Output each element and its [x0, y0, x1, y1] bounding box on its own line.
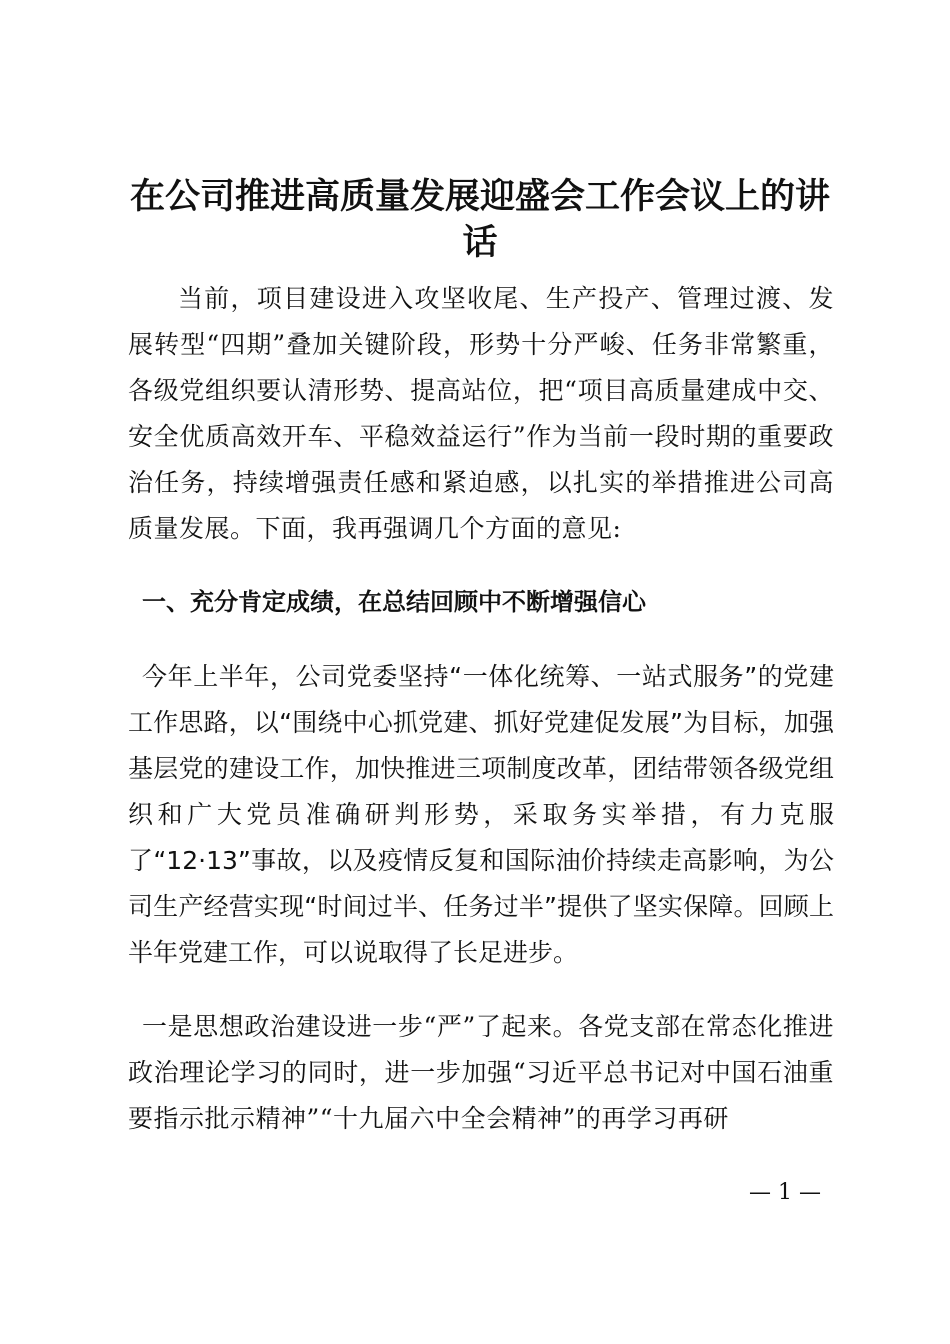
- section-heading: 一、充分肯定成绩，在总结回顾中不断增强信心: [142, 588, 646, 616]
- document-title: 在公司推进高质量发展迎盛会工作会议上的讲话: [129, 176, 830, 263]
- page-number: — 1 —: [749, 1180, 821, 1205]
- intro-paragraph: 当前，项目建设进入攻坚收尾、生产投产、管理过渡、发展转型“四期”叠加关键阶段，形势十分严峻、任务非常繁重，各级党组织要认清形势、提高站位，把“项目高质量建成中交、安全优质高效开车、平稳效益运行”作为当前一段时期的重要政治任务，持续增强责任感和紧迫感，以扎实的举措推进公司高质量发展。下面，我再强调几个方面的意见:: [128, 284, 834, 543]
- section-body-tail: 回顾上半年党建工作，可以说取得了长足进步。: [128, 892, 834, 967]
- section-body-paragraph: [128, 654, 834, 976]
- section-body-text: 今年上半年，公司党委坚持“一体化统筹、一站式服务”的党建工作思路，以“围绕中心抓党建、抓好党建促发展”为目标，加强基层党的建设工作，加快推进三项制度改革，团结带领各级党组织和广大党员准确研判形势，采取务实举措，有力克服了“12·13”事故，以及疫情反复和国际油价持续走高影响，为公司生产经营实现“时间过半、任务过半”提供了坚实保障。: [128, 662, 834, 921]
- point-one-paragraph: 一是思想政治建设进一步“严”了起来。各党支部在常态化推进政治理论学习的同时，进一步加强“习近平总书记对中国石油重要指示批示精神”“十九届六中全会精神”的再学习再研: [128, 1012, 834, 1133]
